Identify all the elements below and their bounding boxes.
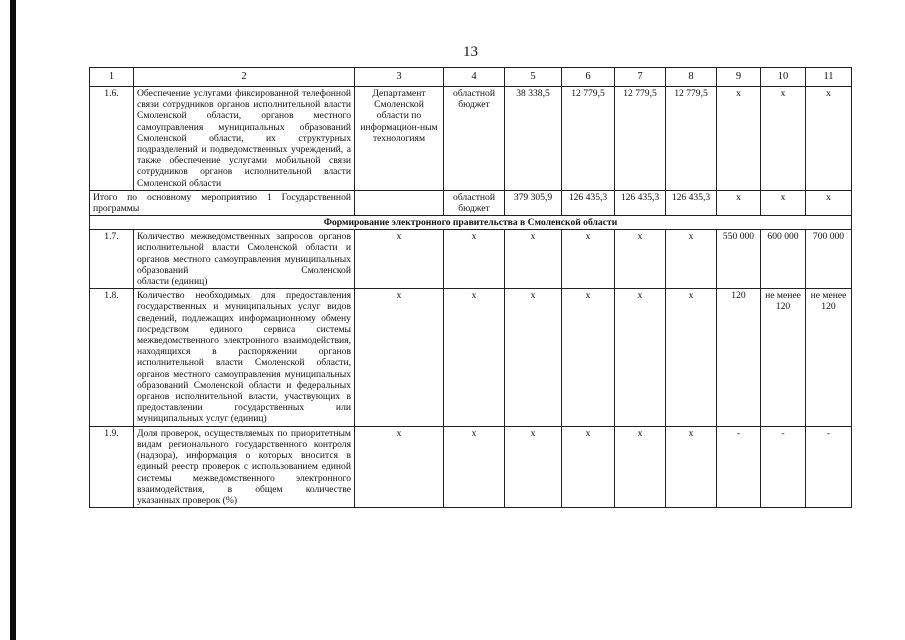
budget-table [89,67,852,508]
table-row [90,230,852,289]
description-line: системы межведомственного электронного [137,472,351,484]
value-cell: x [761,190,806,215]
funding-source-cell: областной бюджет [444,190,505,215]
column-number: 1 [90,68,134,87]
column-number: 4 [444,68,505,87]
value-cell: 120 [717,289,761,426]
description-line: реестр проверок с использованием единой [171,461,351,473]
column-number-row [90,68,852,87]
description-line: взаимодействия, в общем количестве [137,483,351,495]
row-number: 1.6. [90,87,134,191]
description-line: Смоленской области и федеральных органов [137,379,351,403]
value-cell: x [444,230,505,289]
description-line: приоритетным видам регионального [137,427,351,450]
value-cell: x [806,87,852,191]
section-title: Формирование электронного правительства в Смоленской области [90,216,852,230]
description-line: Смоленской области, органов местного [137,357,351,380]
value-cell: 550 000 [717,230,761,289]
description-line: обеспечение услугами мобильной связи [169,155,351,167]
column-number: 3 [355,68,444,87]
section-header-row [90,216,852,230]
value-cell: - [806,426,852,507]
value-cell: x [615,289,666,426]
value-cell: 126 435,3 [666,190,717,215]
value-cell: 126 435,3 [615,190,666,215]
description-line: Итого по основному мероприятию 1 Государственной [93,191,351,203]
description-line: информация о которых вносится в единый [137,450,351,473]
value-cell: x [666,426,717,507]
description-line: области и органов местного самоуправления [137,242,351,265]
description-line: сотрудников органов исполнительной власти [137,166,351,178]
description-line: информационному обмену посредством [137,312,351,335]
description-line: органов местного самоуправления [137,110,351,133]
description-line: Смоленской области [137,177,222,189]
description-line: предоставлении государственных или [137,402,351,414]
value-cell: x [505,289,562,426]
value-cell: x [355,289,444,426]
column-number: 8 [666,68,717,87]
description-line: Количество межведомственных запросов [137,231,313,243]
description-line: государственного контроля (надзора), [137,438,352,462]
value-cell: x [562,230,615,289]
description-line: исполнительной власти Смоленской области, [137,99,352,122]
description-line: Доля проверок, осуществляемых по [137,427,288,439]
description-line: государственных и муниципальных услуг [137,301,321,313]
description-line: области (единиц) [137,276,208,288]
value-cell: x [355,230,444,289]
value-cell: x [666,289,717,426]
value-cell: x [562,289,615,426]
description-line: муниципальных услуг (единиц) [137,413,267,425]
description-line: телефонной связи сотрудников органов [137,88,351,111]
row-number: 1.8. [90,289,134,426]
table-row [90,289,852,426]
value-cell: - [717,426,761,507]
value-cell: x [615,230,666,289]
description-line: программы [93,203,140,215]
value-cell: 700 000 [806,230,852,289]
executor-cell: Департамент Смоленской области по информацион-ным технологиям [355,87,444,191]
value-cell: x [505,230,562,289]
description-line: муниципальных образований Смоленской [137,121,351,144]
empty-cell [355,190,444,215]
table-row [90,87,852,191]
description-line: распоряжении органов исполнительной власти [137,346,352,369]
value-cell: 600 000 [761,230,806,289]
total-description [90,190,355,215]
value-cell: x [615,426,666,507]
description-line: видов сведений, подлежащих [137,301,351,324]
value-cell: x [444,289,505,426]
value-cell: не менее 120 [761,289,806,426]
column-number: 6 [562,68,615,87]
value-cell: x [717,190,761,215]
column-number: 10 [761,68,806,87]
value-cell: 38 338,5 [505,87,562,191]
total-row [90,190,852,215]
value-cell: 12 779,5 [562,87,615,191]
row-description [134,87,355,191]
value-cell: x [444,426,505,507]
value-cell: x [355,426,444,507]
description-line: Количество необходимых для предоставления [137,290,351,302]
column-number: 7 [615,68,666,87]
value-cell: 12 779,5 [615,87,666,191]
description-line: единого сервиса системы межведомственного [137,323,351,347]
value-cell: - [761,426,806,507]
column-number: 11 [806,68,852,87]
row-description [134,289,355,426]
column-number: 5 [505,68,562,87]
description-line: подведомственных учреждений, а также [137,144,351,167]
value-cell: 379 305,9 [505,190,562,215]
description-line: указанных проверок (%) [137,494,238,506]
page-number: 13 [463,44,478,60]
value-cell: не менее 120 [806,289,852,426]
row-description [134,230,355,289]
value-cell: x [666,230,717,289]
description-line: электронного взаимодействия, находящихся в [137,335,351,358]
value-cell: 126 435,3 [562,190,615,215]
description-line: органов исполнительной власти Смоленской [137,231,351,254]
table-row [90,426,852,507]
value-cell: 12 779,5 [666,87,717,191]
column-number: 9 [717,68,761,87]
description-line: муниципальных образований Смоленской [137,253,351,276]
value-cell: x [562,426,615,507]
scan-left-edge [10,0,16,640]
description-line: исполнительной власти, участвующих в [175,391,351,403]
funding-source-cell: областной бюджет [444,87,505,191]
description-line: области, их структурных подразделений и [137,132,351,156]
description-line: Обеспечение услугами фиксированной [137,88,299,99]
column-number: 2 [134,68,355,87]
row-number: 1.9. [90,426,134,507]
row-number: 1.7. [90,230,134,289]
value-cell: x [505,426,562,507]
value-cell: x [761,87,806,191]
value-cell: x [806,190,852,215]
row-description [134,426,355,507]
description-line: самоуправления муниципальных образований [137,368,351,391]
value-cell: x [717,87,761,191]
